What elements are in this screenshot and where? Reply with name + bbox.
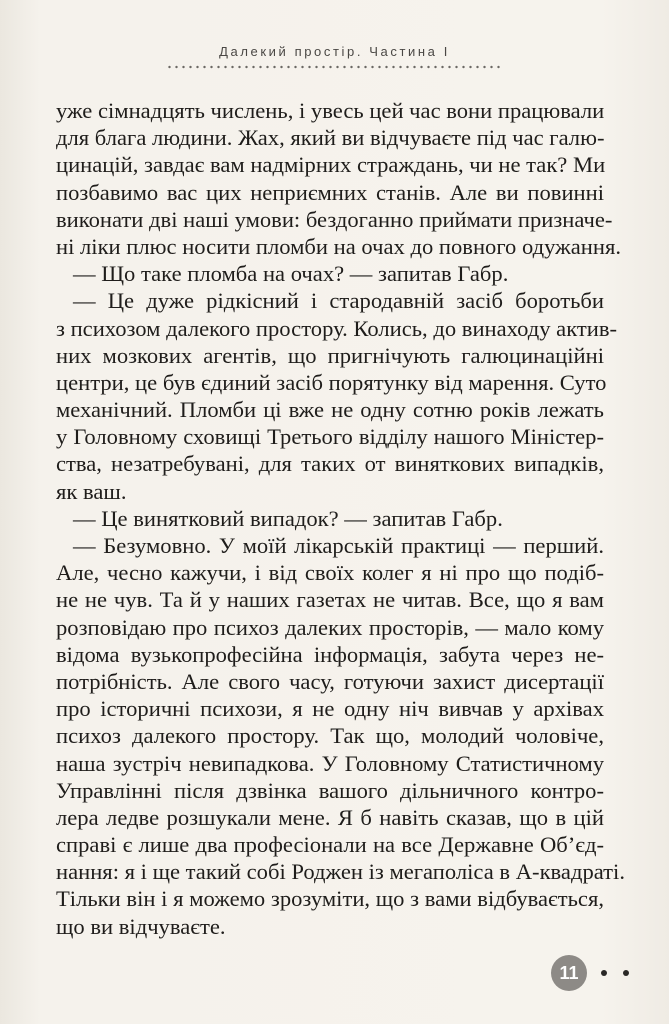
text-line: потрібність. Але свого часу, готуючи захист дисертації [56,668,604,694]
text-line: ства, незатребувані, для таких от виняткових випадків, [56,451,604,477]
text-line: центри, це був єдиний засіб порятунку від марення. Суто [56,369,607,395]
text-line: уже сімнадцять числень, і увесь цей час вони працювали [56,98,605,123]
footer-dot [623,970,629,976]
text-line: Управлінні після дзвінка вашого дільничного контро- [56,777,604,803]
text-line: Але, чесно кажучи, і від своїх колег я ні про що подіб- [56,560,604,586]
text-line: них мозкових агентів, що пригнічують галюцинаційні [56,342,604,368]
text-line: справі є лише два професіонали на все Державне Об’єд- [56,832,604,858]
text-line: про історичні психози, я не одну ніч вивчав у архівах [56,696,604,722]
page-footer [551,955,629,991]
text-line: Тільки він і я можемо зрозуміти, що з вами відбувається, [56,886,604,912]
running-header [0,44,669,69]
text-line: виконати дві наші умови: бездоганно приймати призначе- [56,206,613,232]
body-text [56,97,625,940]
text-line: не не чув. Та й у наших газетах не читав. Все, що я вам [56,587,604,613]
dialogue-line: — Що таке пломба на очах? — запитав Габр. [73,261,509,287]
text-line: позбавимо вас цих неприємних станів. Але ви повинні [56,179,604,205]
text-line: відома вузькопрофесійна інформація, забута через не- [56,641,604,667]
footer-dot [601,970,607,976]
text-line: лера ледве розшукали мене. Я б навіть сказав, що в цій [56,804,604,830]
text-line: механічний. Пломби ці вже не одну сотню років лежать [56,397,604,423]
text-line: як ваш. [56,478,127,504]
text-line: для блага людини. Жах, який ви відчуваєте під час галю- [56,125,605,151]
text-line: у Головному сховищі Третього відділу нашого Міністер- [56,424,604,450]
text-line: психоз далекого простору. Так що, молодий чоловіче, [56,723,604,749]
text-line: цинацій, завдає вам надмірних страждань, чи не так? Ми [56,152,606,178]
text-line: з психозом далекого простору. Колись, до винаходу актив- [56,315,618,341]
text-line: розповідаю про психоз далеких просторів, — мало кому [56,614,604,640]
text-line: ні ліки плюс носити пломби на очах до повного одужання. [56,233,622,259]
page-number-badge: 11 [551,955,587,991]
header-dotted-rule [166,65,504,69]
dialogue-line: — Це винятковий випадок? — запитав Габр. [73,505,503,531]
text-line: що ви відчуваєте. [56,913,226,939]
text-line: нання: я і ще такий собі Роджен із мегаполіса в А-квадраті. [56,859,625,885]
dialogue-line: — Безумовно. У моїй лікарській практиці — перший. [73,533,604,558]
text-line: наша зустріч невипадкова. У Головному Статистичному [56,750,604,776]
running-title: Далекий простір. Частина І [219,44,450,59]
dialogue-line: — Це дуже рідкісний і стародавній засіб боротьби [73,288,604,314]
